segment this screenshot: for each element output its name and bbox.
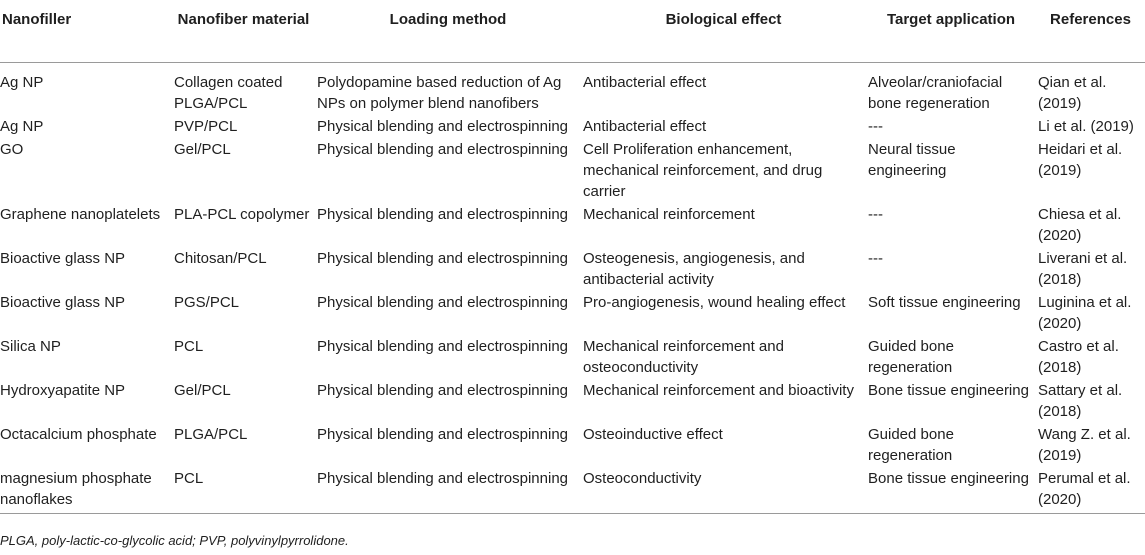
- header-nanofiber-material: Nanofiber material: [172, 0, 315, 62]
- cell-target-application: Bone tissue engineering: [868, 381, 1029, 399]
- cell-target-application: Bone tissue engineering: [866, 466, 1036, 514]
- cell-nanofiber-material: Collagen coated PLGA/PCL: [174, 73, 283, 112]
- table-row: [0, 466, 1145, 514]
- cell-biological-effect: Mechanical reinforcement: [583, 205, 755, 223]
- cell-nanofiller: Ag NP: [0, 73, 44, 91]
- cell-target-application: Guided bone regeneration: [868, 337, 954, 376]
- cell-biological-effect: Osteogenesis, angiogenesis, and antibacterial activity: [583, 249, 805, 288]
- cell-references: Sattary et al. (2018): [1038, 381, 1123, 420]
- cell-nanofiller: Graphene nanoplatelets: [0, 205, 161, 223]
- cell-loading-method: Physical blending and electrospinning: [315, 466, 581, 514]
- cell-loading-method: Physical blending and electrospinning: [317, 337, 569, 355]
- cell-biological-effect: Pro-angiogenesis, wound healing effect: [583, 293, 846, 311]
- cell-references: Qian et al. (2019): [1038, 73, 1107, 112]
- cell-nanofiller: Bioactive glass NP: [0, 293, 126, 311]
- cell-loading-method: Physical blending and electrospinning: [317, 249, 569, 267]
- cell-nanofiller: magnesium phosphate nanoflakes: [0, 466, 172, 514]
- cell-nanofiber-material: PCL: [172, 466, 315, 514]
- cell-nanofiller: Bioactive glass NP: [0, 249, 126, 267]
- cell-references: Luginina et al. (2020): [1038, 293, 1132, 332]
- cell-loading-method: Physical blending and electrospinning: [317, 117, 569, 135]
- cell-nanofiller: Ag NP: [0, 117, 44, 135]
- table-row: [0, 378, 1145, 422]
- cell-nanofiber-material: PCL: [174, 337, 204, 355]
- cell-loading-method: Physical blending and electrospinning: [317, 205, 569, 223]
- cell-target-application: ---: [868, 249, 883, 267]
- table-row: [0, 62, 1145, 114]
- cell-references: Castro et al. (2018): [1038, 337, 1119, 376]
- table-row: [0, 202, 1145, 246]
- cell-nanofiber-material: Gel/PCL: [174, 381, 231, 399]
- cell-references: Li et al. (2019): [1038, 117, 1134, 135]
- cell-loading-method: Physical blending and electrospinning: [317, 381, 569, 399]
- cell-nanofiber-material: PVP/PCL: [174, 117, 238, 135]
- table-body: [0, 62, 1145, 513]
- cell-nanofiller: Hydroxyapatite NP: [0, 381, 126, 399]
- cell-loading-method: Physical blending and electrospinning: [317, 293, 569, 311]
- cell-references: Wang Z. et al. (2019): [1038, 425, 1131, 464]
- cell-biological-effect: Antibacterial effect: [583, 73, 707, 91]
- header-row: [0, 0, 1145, 62]
- cell-target-application: ---: [868, 117, 883, 135]
- cell-references: Perumal et al. (2020): [1036, 466, 1145, 514]
- cell-biological-effect: Cell Proliferation enhancement, mechanical reinforcement, and drug carrier: [583, 140, 823, 200]
- cell-loading-method: Physical blending and electrospinning: [317, 425, 569, 443]
- header-nanofiller: Nanofiller: [0, 0, 172, 62]
- cell-nanofiber-material: PGS/PCL: [174, 293, 240, 311]
- table-row: [0, 422, 1145, 466]
- cell-target-application: ---: [868, 205, 883, 223]
- cell-target-application: Soft tissue engineering: [868, 293, 1021, 311]
- cell-nanofiber-material: Gel/PCL: [174, 140, 231, 158]
- table-footnote: PLGA, poly-lactic-co-glycolic acid; PVP, polyvinylpyrrolidone.: [0, 533, 349, 548]
- cell-nanofiller: GO: [0, 140, 24, 158]
- cell-nanofiber-material: Chitosan/PCL: [174, 249, 267, 267]
- header-target-application: Target application: [866, 0, 1036, 62]
- cell-nanofiller: Octacalcium phosphate: [0, 425, 157, 443]
- cell-references: Chiesa et al. (2020): [1038, 205, 1122, 244]
- cell-target-application: Neural tissue engineering: [868, 140, 956, 179]
- cell-loading-method: Polydopamine based reduction of Ag NPs on polymer blend nanofibers: [317, 73, 562, 112]
- cell-biological-effect: Antibacterial effect: [583, 117, 707, 135]
- cell-target-application: Alveolar/craniofacial bone regeneration: [868, 73, 1003, 112]
- table-row: [0, 334, 1145, 378]
- cell-loading-method: Physical blending and electrospinning: [317, 140, 569, 158]
- table-row: [0, 290, 1145, 334]
- cell-nanofiller: Silica NP: [0, 337, 61, 355]
- cell-nanofiber-material: PLGA/PCL: [174, 425, 248, 443]
- header-references: References: [1036, 0, 1145, 62]
- cell-biological-effect: Osteoconductivity: [581, 466, 866, 514]
- table-row: [0, 137, 1145, 202]
- cell-biological-effect: Osteoinductive effect: [583, 425, 723, 443]
- header-biological-effect: Biological effect: [581, 0, 866, 62]
- table-row: [0, 114, 1145, 137]
- cell-biological-effect: Mechanical reinforcement and osteoconductivity: [583, 337, 784, 376]
- cell-biological-effect: Mechanical reinforcement and bioactivity: [583, 381, 854, 399]
- table-header: [0, 0, 1145, 62]
- header-loading-method: Loading method: [315, 0, 581, 62]
- cell-nanofiber-material: PLA-PCL copolymer: [174, 205, 310, 223]
- cell-references: Liverani et al. (2018): [1038, 249, 1128, 288]
- table-row: [0, 246, 1145, 290]
- cell-references: Heidari et al. (2019): [1038, 140, 1123, 179]
- cell-target-application: Guided bone regeneration: [868, 425, 954, 464]
